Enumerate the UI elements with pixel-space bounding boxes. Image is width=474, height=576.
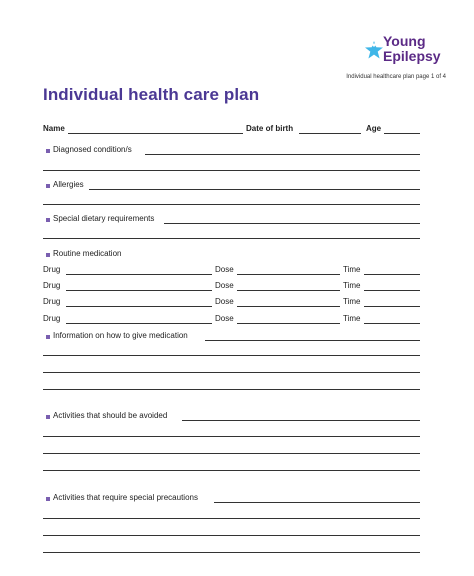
logo-text-young: Young [383, 33, 426, 49]
drug-label: Drug [43, 297, 61, 306]
precautions-field-line2[interactable] [43, 518, 420, 519]
drug-label: Drug [43, 265, 61, 274]
drug-label: Drug [43, 281, 61, 290]
drug-field[interactable] [66, 274, 212, 275]
drug-field[interactable] [66, 323, 212, 324]
avoided-field-line3[interactable] [43, 453, 420, 454]
precautions-label: Activities that require special precautions [53, 493, 198, 502]
dose-label: Dose [215, 297, 234, 306]
diagnosed-field[interactable] [145, 154, 420, 155]
avoided-label: Activities that should be avoided [53, 411, 168, 420]
time-label: Time [343, 314, 361, 323]
dob-label: Date of birth [246, 124, 294, 133]
info-field-line4[interactable] [43, 389, 420, 390]
bullet-icon [46, 335, 50, 339]
precautions-field[interactable] [214, 502, 420, 503]
dose-label: Dose [215, 314, 234, 323]
precautions-field-line4[interactable] [43, 552, 420, 553]
dietary-label: Special dietary requirements [53, 214, 155, 223]
name-label: Name [43, 124, 65, 133]
bullet-icon [46, 218, 50, 222]
drug-field[interactable] [66, 306, 212, 307]
time-field[interactable] [364, 323, 420, 324]
dose-field[interactable] [237, 323, 340, 324]
avoided-field[interactable] [182, 420, 420, 421]
time-field[interactable] [364, 290, 420, 291]
bullet-icon [46, 149, 50, 153]
medication-label: Routine medication [53, 249, 122, 258]
dose-field[interactable] [237, 306, 340, 307]
bullet-icon [46, 184, 50, 188]
diagnosed-field-line2[interactable] [43, 170, 420, 171]
avoided-field-line4[interactable] [43, 470, 420, 471]
time-field[interactable] [364, 306, 420, 307]
dose-field[interactable] [237, 274, 340, 275]
bullet-icon [46, 253, 50, 257]
dose-label: Dose [215, 281, 234, 290]
time-label: Time [343, 297, 361, 306]
logo-text-epilepsy: Epilepsy [383, 48, 441, 64]
page-title: Individual health care plan [43, 85, 260, 104]
star-person-icon [364, 40, 384, 60]
drug-label: Drug [43, 314, 61, 323]
time-label: Time [343, 281, 361, 290]
allergies-label: Allergies [53, 180, 84, 189]
age-field[interactable] [384, 133, 420, 134]
age-label: Age [366, 124, 382, 133]
allergies-field-line2[interactable] [43, 204, 420, 205]
avoided-field-line2[interactable] [43, 436, 420, 437]
bullet-icon [46, 497, 50, 501]
name-field[interactable] [68, 133, 243, 134]
info-label: Information on how to give medication [53, 331, 188, 340]
dietary-field-line2[interactable] [43, 238, 420, 239]
info-field-line3[interactable] [43, 372, 420, 373]
diagnosed-label: Diagnosed condition/s [53, 145, 132, 154]
time-field[interactable] [364, 274, 420, 275]
time-label: Time [343, 265, 361, 274]
page-info: Individual healthcare plan page 1 of 4 [346, 74, 446, 80]
info-field[interactable] [205, 340, 420, 341]
precautions-field-line3[interactable] [43, 535, 420, 536]
dob-field[interactable] [299, 133, 361, 134]
dose-label: Dose [215, 265, 234, 274]
drug-field[interactable] [66, 290, 212, 291]
dietary-field[interactable] [164, 223, 420, 224]
dose-field[interactable] [237, 290, 340, 291]
allergies-field[interactable] [89, 189, 420, 190]
bullet-icon [46, 415, 50, 419]
info-field-line2[interactable] [43, 355, 420, 356]
young-epilepsy-logo [364, 34, 464, 70]
